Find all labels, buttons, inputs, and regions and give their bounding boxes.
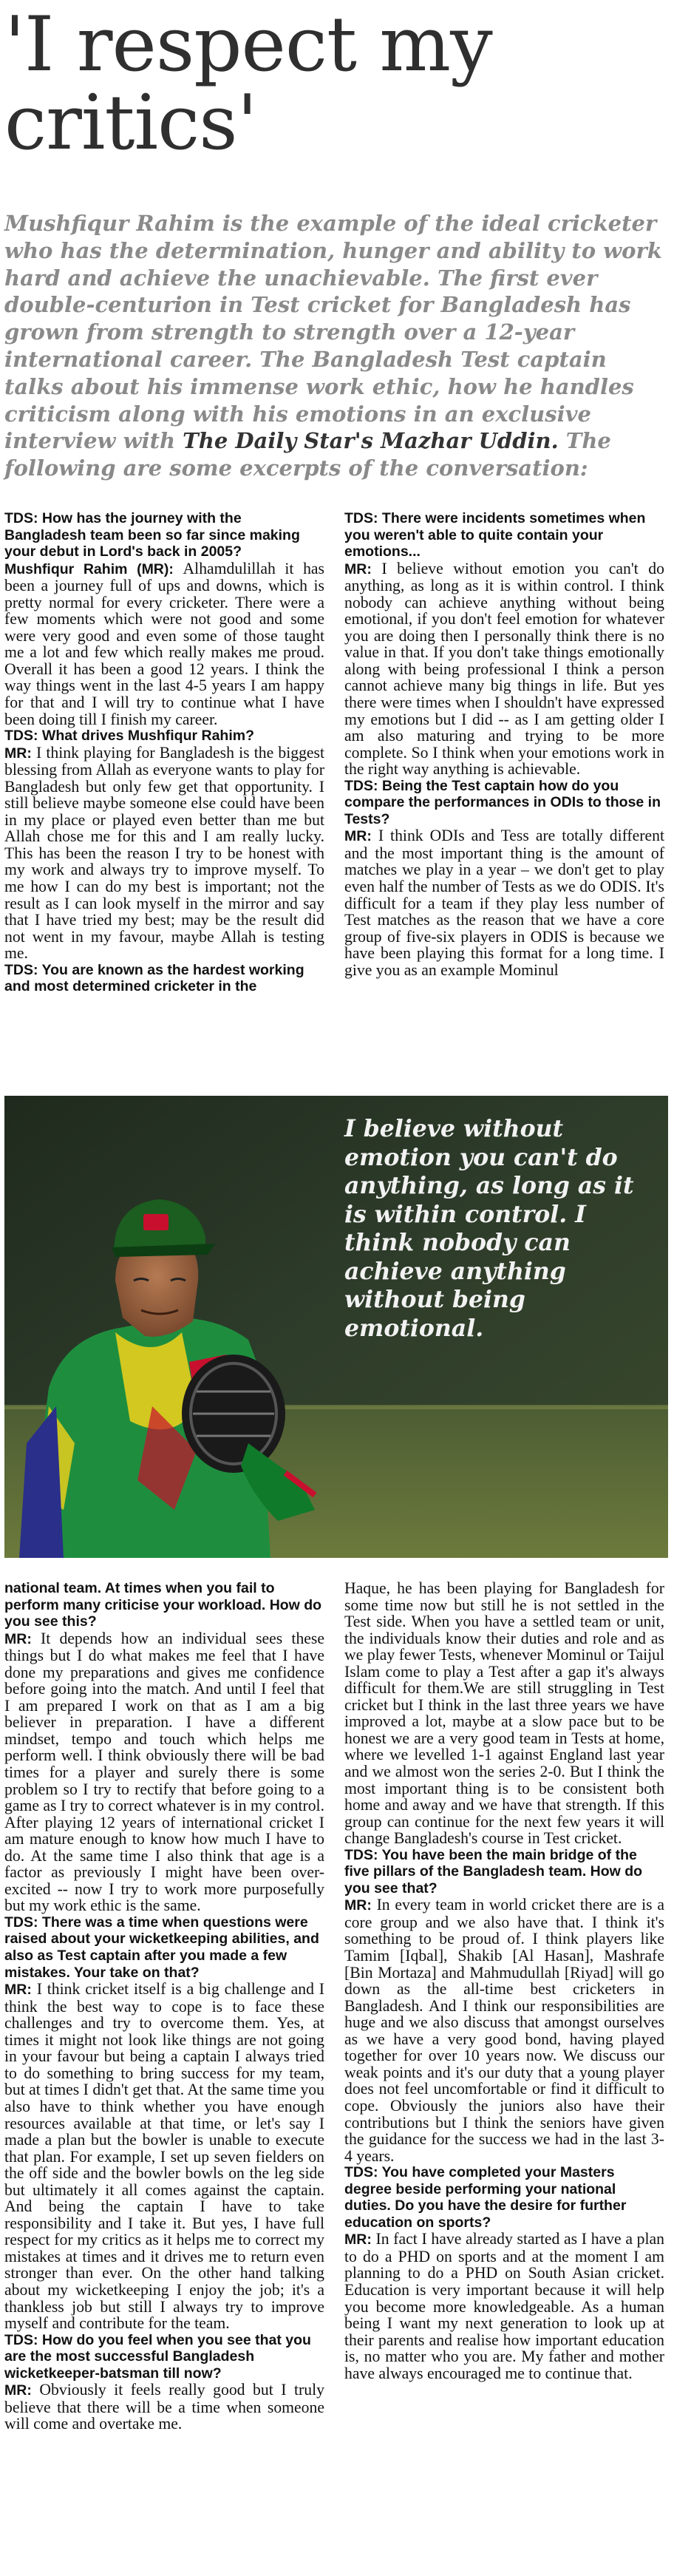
answer-text: Alhamdulillah it has been a journey full of ups and downs, which is pretty normal for every cricketer. There were a few moments which were not good and some were very good and even some of those taught me a lot and few which really makes me proud. Overall it has been a good 12 years. I think the way things went in the last 4-5 years I am happy for that and I will try to continue what I have been doing till I finish my career. <box>4 559 324 728</box>
question: TDS: There were incidents sometimes when you weren't able to quite contain your emotions... <box>344 510 646 560</box>
question: TDS: You are known as the hardest working and most determined cricketer in the <box>4 961 304 995</box>
speaker-label: MR: <box>344 1897 377 1914</box>
standfirst <box>4 210 667 482</box>
answer <box>4 560 324 728</box>
answer-text: Obviously it feels really good but I truly believe that there will be a time when someone will come and overtake me. <box>4 2381 324 2433</box>
question: TDS: There was a time when questions were raised about your wicketkeeping abilities, and also as Test captain after you made a few mistakes. Your take on that? <box>4 1914 319 1981</box>
column-bottom-left <box>4 1580 324 2573</box>
speaker-label: MR: <box>344 2231 376 2248</box>
speaker-label: MR: <box>344 828 378 845</box>
answer-text: In fact I have already started as I have a plan to do a PHD on sports and at the moment I am planning to do a PHD on South Asian cricket. Education is very important because it will help you become more knowledgeable. As a human being I want my next generation to look up at their parents and realise how important education is, no matter who you are. My father and mother have always encouraged me to continue that. <box>344 2230 664 2382</box>
speaker-label: MR: <box>4 2382 40 2399</box>
column-top-left <box>4 510 324 1089</box>
answer <box>344 1897 664 2164</box>
standfirst-intro: Mushfiqur Rahim is the example of the ideal cricketer who has the determination, hunger and ability to work hard and achieve the unachievable. The first ever double-centurion in Test cricket for Bangladesh has grown from strength to strength over a 12-year international career. The Bangladesh Test captain talks about his immense work ethic, how he handles criticism along with his emotions in an exclusive interview with <box>4 211 662 454</box>
answer <box>4 745 324 962</box>
question: TDS: What drives Mushfiqur Rahim? <box>4 728 255 745</box>
answer-text: I think cricket itself is a big challenge and I think the best way to cope is to face these challenges and try to overcome them. Yes, at times it might not look like things are not going in your favour but being a captain I always tried to do something to bring success for my team, but at times I didn't get that. At the same time you also have to think whether you have enough resources available at that time, or let's say I made a plan but the bowler is unable to execute that plan. For example, I set up seven fielders on the off side and the bowler bowls on the leg side but ultimately it all comes against the captain. And being the captain I have to take responsibility and I take it. But yes, I have full respect for my critics as it helps me to correct my mistakes at times and it drives me to return even stronger than ever. On the other hand talking about my wicketkeeping I enjoy the job; it's a thankless job but still I always try to improve myself and contribute for the team. <box>4 1980 324 2333</box>
answer-text: It depends how an individual sees these things but I do what makes me feel that I have done my preparations and gives me confidence before going into the match. And until I feel that I am prepared I work on that as I am a big believer in preparation. I have a different mindset, tempo and touch which helps me perform well. I think obviously there will be bad times for a player and surely there is some problem so I try to rectify that before going to a game as I try to correct whatever is in my control. After playing 12 years of international cricket I am mature enough to know how much I have to do. At the same time I also think that age is a factor as previously I might have been over-excited -- now I try to work more purposefully but my work ethic is the same. <box>4 1629 324 1915</box>
answer <box>4 1630 324 1914</box>
question: TDS: You have been the main bridge of the five pillars of the Bangladesh team. How do you see that? <box>344 1846 643 1897</box>
answer <box>4 1981 324 2331</box>
answer <box>4 2382 324 2433</box>
column-bottom-right <box>344 1580 664 2573</box>
question: TDS: How has the journey with the Bangladesh team been so far since making your debut in Lord's back in 2005? <box>4 510 300 560</box>
answer-text: I think ODIs and Tess are totally different and the most important thing is the amount of matches we play in a year – we don't get to play even half the number of Tests as we do ODIS. It's difficult for a team if they play less number of Test matches as the reason that we have a core group of five-six players in ODIS is because we have been playing this format for a long time. I give you as an example Mominul <box>344 827 664 979</box>
answer <box>344 560 664 778</box>
speaker-label: MR: <box>4 745 36 762</box>
headline: 'I respect my critics' <box>4 1 492 167</box>
speaker-label: MR: <box>4 1982 37 1999</box>
pull-quote: I believe without emotion you can't do anything, as long as it is within control. I think nobody can achieve anything without being emotional. <box>344 1115 634 1342</box>
answer-text: I think playing for Bangladesh is the biggest blessing from Allah as everyone wants to play for Bangladesh but only few get that opportunity. I still believe maybe someone else could have been in my place or played even better than me but Allah chose me for this and I am really lucky. This has been the reason I try to be honest with my work and always try to improve myself. To me how I can do my best is important; not the result as I can look myself in the mirror and say that I have tried my best; may be the result did not went in my favour, maybe Allah is testing me. <box>4 743 324 963</box>
answer-text: In every team in world cricket there are is a core group and we also have that. I think it's something to be proud of. I think players like Tamim [Iqbal], Shakib [Al Hasan], Mashrafe [Bin Mortaza] and Mahmudullah [Riyad] will go down as the all-time best cricketers in Bangladesh. And I think our responsibilities are huge and we also discuss that amongst ourselves as we have a very good bond, having played together for over 10 years now. We discuss our weak points and it's our duty that a young player does not feel uncomfortable or find it difficult to cope. Obviously the juniors also have their contributions but I think the seniors have given the guidance for the success we had in the last 3-4 years. <box>344 1896 664 2165</box>
byline: The Daily Star's Mazhar Uddin. <box>183 428 559 454</box>
speaker-label: Mushfiqur Rahim (MR): <box>4 560 183 577</box>
speaker-label: MR: <box>4 1630 41 1647</box>
answer-text: I believe without emotion you can't do anything, as long as it is within control. I think nobody can achieve anything without being emotional, if you don't feel emotion for whatever you are doing then I personally think there is no value in that. If you don't take things emotionally along with being professional I think a person cannot achieve many big things in life. But yes there were times when I shouldn't have expressed my emotions but I did -- as I am getting older I am also maturing and trying to be more complete. So I think when your emotions work in the right way anything is achievable. <box>344 559 664 779</box>
question: TDS: How do you feel when you see that you are the most successful Bangladesh wicketkeeper-batsman till now? <box>4 2331 311 2382</box>
standfirst-outro: The following are some excerpts of the conversation: <box>4 428 611 481</box>
speaker-label: MR: <box>344 560 382 577</box>
answer <box>344 1580 664 1847</box>
answer <box>344 2231 664 2382</box>
question: TDS: Being the Test captain how do you compare the performances in ODIs to those in Tests? <box>344 777 661 827</box>
column-top-right <box>344 510 664 1089</box>
question: national team. At times when you fail to perform many criticise your workload. How do you see this? <box>4 1580 322 1630</box>
answer-text: Haque, he has been playing for Bangladesh for some time now but still he is not settled in the Test side. When you have a settled team or unit, the individuals know their duties and role and as we play fewer Tests, whenever Mominul or Taijul Islam come to play a Test after a gap it's always difficult for them.We are still struggling in Test cricket but I think in the last three years we have improved a lot, maybe at a slow pace but to be honest we are a very good team in Tests at home, where we levelled 1-1 against England last year and we almost won the series 2-0. But I think the most important thing is to be consistent both home and away and we have that strength. If this group can continue for the next few years it will change Bangladesh's course in Test cricket. <box>344 1580 664 1848</box>
answer <box>344 827 664 978</box>
question: TDS: You have completed your Masters degree beside performing your national duties. Do you have the desire for further education on sports? <box>344 2164 627 2231</box>
